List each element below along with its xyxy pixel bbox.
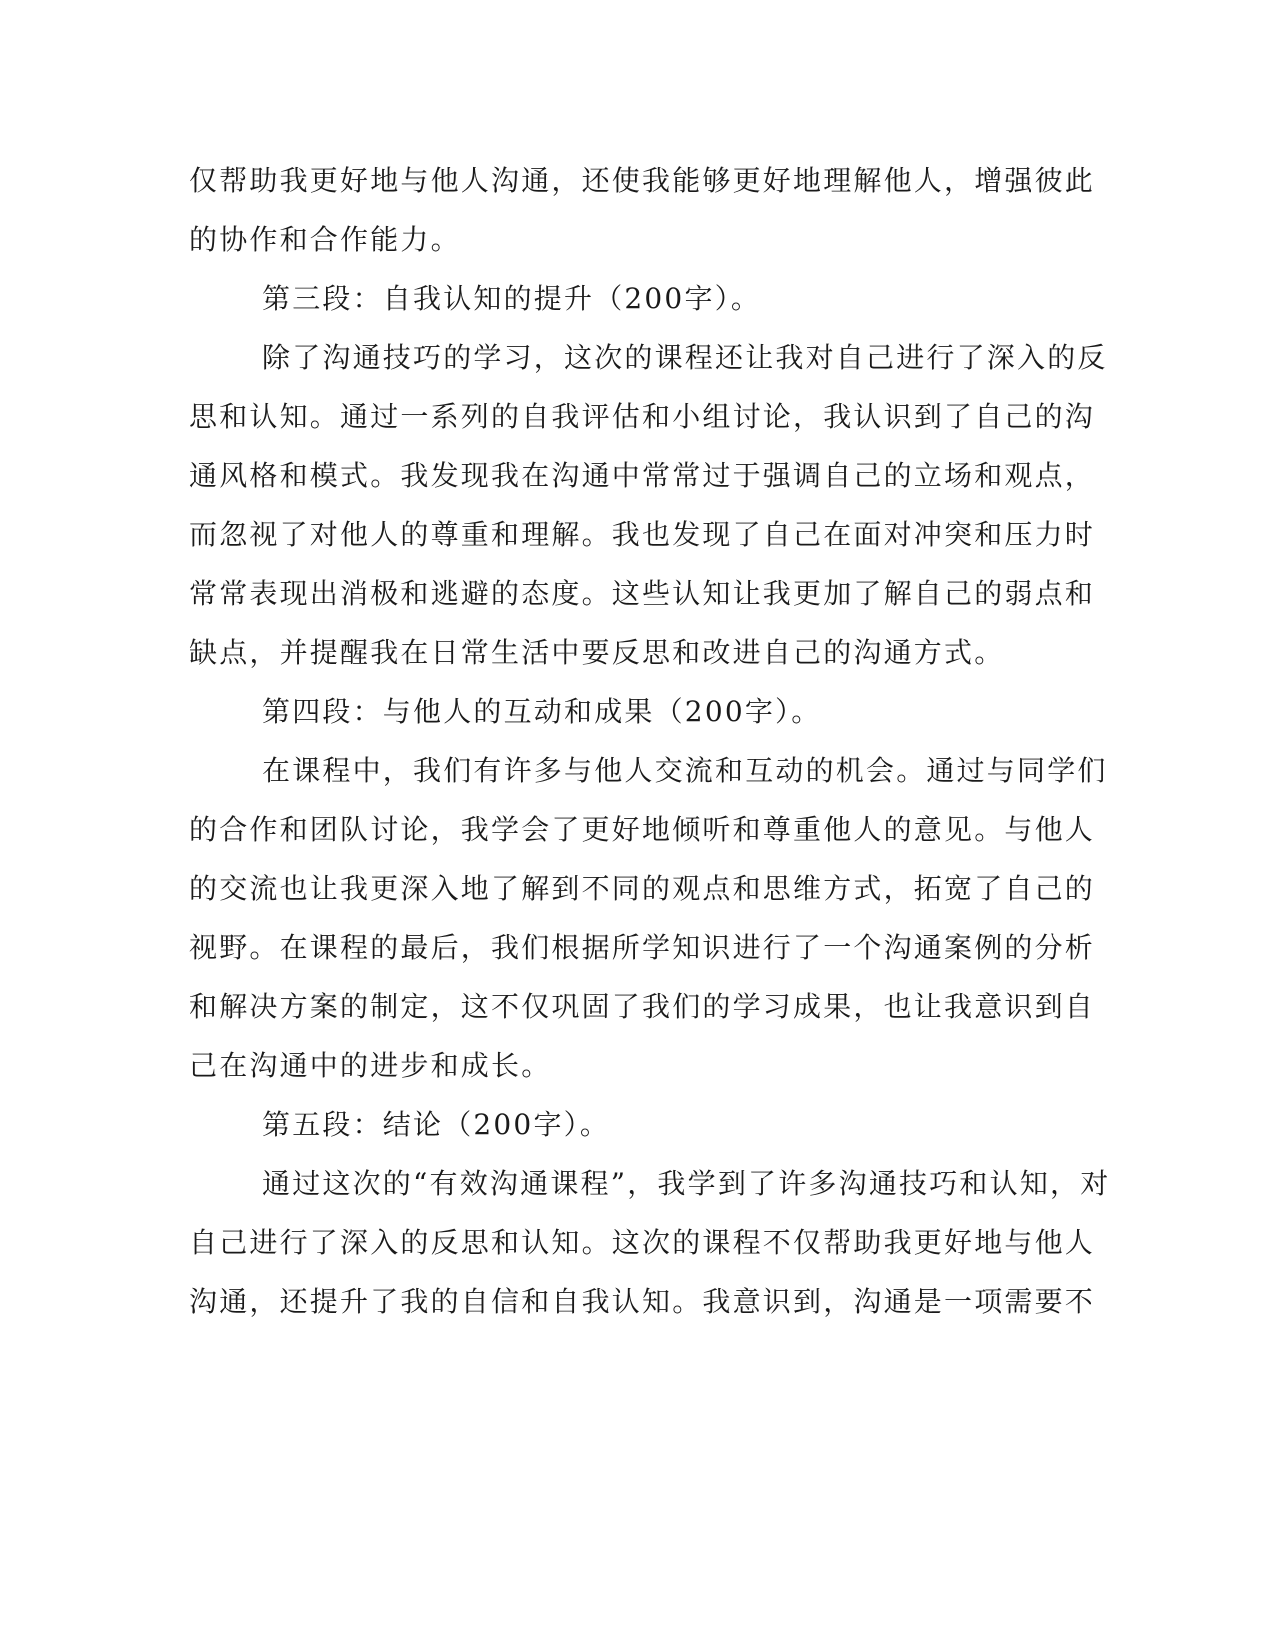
text-line: 的协作和合作能力。 (189, 223, 461, 256)
section-heading: 第五段：结论（200字）。 (262, 1108, 611, 1141)
text-line: 己在沟通中的进步和成长。 (189, 1049, 552, 1082)
text-line: 的交流也让我更深入地了解到不同的观点和思维方式，拓宽了自己的 (189, 872, 1096, 905)
text-line: 通风格和模式。我发现我在沟通中常常过于强调自己的立场和观点， (189, 459, 1096, 492)
text-line: 和解决方案的制定，这不仅巩固了我们的学习成果，也让我意识到自 (189, 990, 1096, 1023)
text-line: 思和认知。通过一系列的自我评估和小组讨论，我认识到了自己的沟 (189, 400, 1096, 433)
section-heading: 第四段：与他人的互动和成果（200字）。 (262, 695, 822, 728)
text-line: 沟通，还提升了我的自信和自我认知。我意识到，沟通是一项需要不 (189, 1285, 1096, 1318)
text-line: 除了沟通技巧的学习，这次的课程还让我对自己进行了深入的反 (262, 341, 1108, 374)
text-line: 仅帮助我更好地与他人沟通，还使我能够更好地理解他人，增强彼此 (189, 164, 1096, 197)
text-line: 常常表现出消极和逃避的态度。这些认知让我更加了解自己的弱点和 (189, 577, 1096, 610)
text-line: 缺点，并提醒我在日常生活中要反思和改进自己的沟通方式。 (189, 636, 1005, 669)
text-line: 在课程中，我们有许多与他人交流和互动的机会。通过与同学们 (262, 754, 1108, 787)
text-line: 而忽视了对他人的尊重和理解。我也发现了自己在面对冲突和压力时 (189, 518, 1096, 551)
text-line: 自己进行了深入的反思和认知。这次的课程不仅帮助我更好地与他人 (189, 1226, 1096, 1259)
text-line: 视野。在课程的最后，我们根据所学知识进行了一个沟通案例的分析 (189, 931, 1096, 964)
text-line: 通过这次的“有效沟通课程”，我学到了许多沟通技巧和认知，对 (262, 1167, 1111, 1200)
text-line: 的合作和团队讨论，我学会了更好地倾听和尊重他人的意见。与他人 (189, 813, 1096, 846)
section-heading: 第三段：自我认知的提升（200字）。 (262, 282, 762, 315)
